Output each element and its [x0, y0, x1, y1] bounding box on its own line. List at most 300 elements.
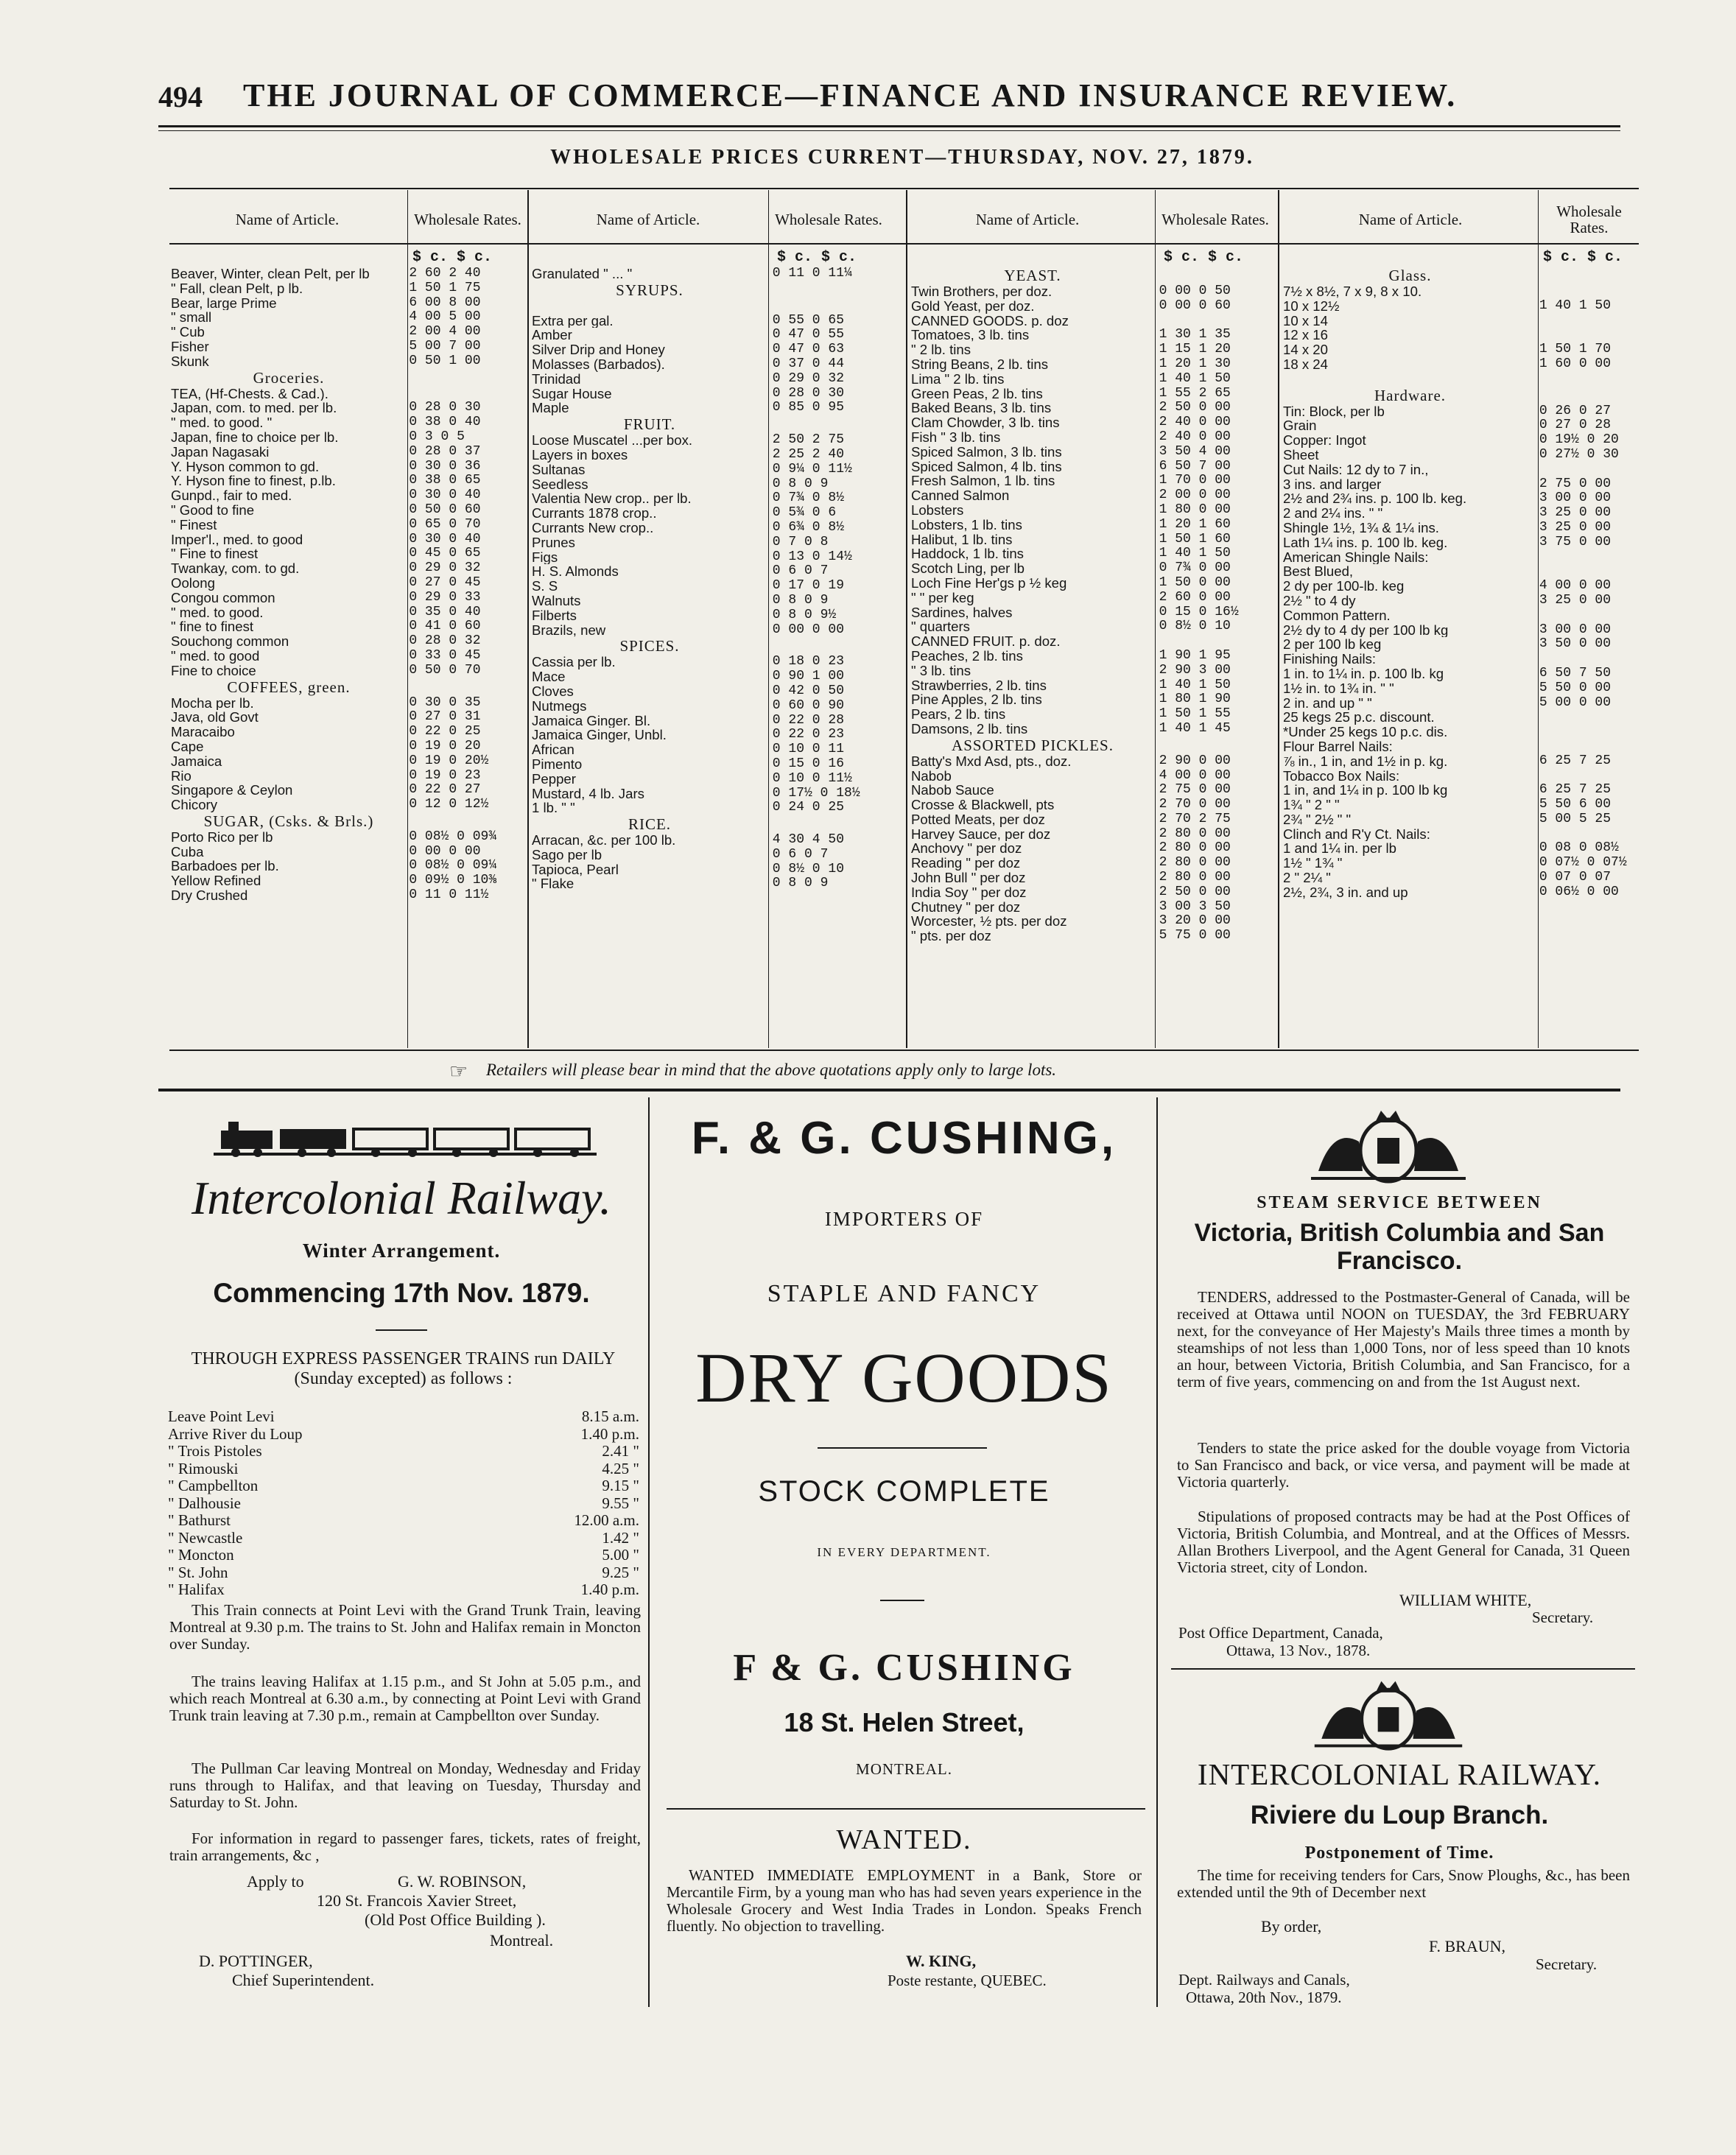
article-name: 18 x 24 [1283, 356, 1328, 372]
section-heading: SPICES. [619, 637, 680, 655]
article-name: Jamaica Ginger, Unbl. [532, 728, 667, 743]
wholesale-rate: 4 00 0 00 [1539, 579, 1612, 594]
table-row [532, 876, 904, 891]
col4-unit: $ c. $ c. [1543, 249, 1623, 266]
schedule-row [168, 1530, 639, 1547]
wholesale-rate [1532, 463, 1637, 477]
table-row [171, 845, 523, 859]
wholesale-rate: 1 40 1 50 [1159, 371, 1231, 386]
short-rule [880, 1600, 924, 1601]
table-row [911, 546, 1276, 561]
wholesale-rate: 1 30 1 35 [1159, 328, 1231, 342]
article-name: 2 dy per 100-lb. keg [1283, 579, 1405, 594]
wholesale-rate: 0 22 0 25 [409, 725, 481, 739]
article-name: Flour Barrel Nails: [1283, 739, 1393, 754]
article-name: Cape [171, 739, 204, 754]
table-row [1283, 812, 1637, 827]
article-name: Nabob Sauce [911, 783, 994, 798]
wholesale-rate: 0 19 0 20½ [409, 753, 489, 768]
article-name: Spiced Salmon, 3 lb. tins [911, 444, 1062, 460]
wholesale-rate: 2 75 0 00 [1159, 783, 1231, 798]
wholesale-rate: 0 7 0 8 [772, 535, 829, 549]
wholesale-rate: 0 07½ 0 07½ [1539, 856, 1627, 871]
table-row [911, 619, 1276, 634]
wholesale-rate: 2 70 2 75 [1159, 812, 1231, 826]
wholesale-rate: 0 07 0 07 [1539, 871, 1612, 885]
railway-para4: For information in regard to passenger fares, tickets, rates of freight, train arrangements, &c , [169, 1829, 641, 1864]
schedule-row [168, 1581, 639, 1599]
steam-signer-title: Secretary. [1532, 1609, 1594, 1626]
article-name: 10 x 14 [1283, 313, 1328, 328]
article-name: 1 in. to 1¼ in. p. 100 lb. kg [1283, 666, 1444, 681]
wholesale-rate: 5 50 0 00 [1539, 681, 1612, 695]
table-row [171, 873, 523, 888]
wanted-name: W. KING, [906, 1952, 977, 1970]
table-row [911, 605, 1276, 620]
wholesale-rate: 0 8½ 0 10 [1159, 619, 1231, 634]
wholesale-rate: 0 38 0 40 [409, 415, 481, 430]
table-row [1283, 798, 1637, 812]
riviere-signer: F. BRAUN, [1429, 1937, 1505, 1955]
cushing-name: F. & G. CUSHING, [691, 1113, 1117, 1164]
article-name: Imper'l., med. to good [171, 532, 303, 547]
schedule-row [168, 1426, 639, 1444]
table-row [1283, 535, 1637, 550]
table-row [171, 605, 523, 620]
header-rule-thin [158, 130, 1620, 131]
article-name: 2½, 2¾, 3 in. and up [1283, 885, 1408, 900]
wholesale-rate: 5 00 7 00 [409, 339, 481, 354]
wholesale-rate: 0 33 0 45 [409, 648, 481, 663]
table-row [911, 722, 1276, 737]
wholesale-rate: 1 50 0 00 [1159, 575, 1231, 590]
article-name: " Fine to finest [171, 546, 259, 562]
wholesale-rate: 1 20 1 60 [1159, 517, 1231, 532]
table-row [532, 535, 904, 550]
article-name: Gold Yeast, per doz. [911, 298, 1035, 314]
wholesale-rate: 0 27½ 0 30 [1539, 447, 1619, 462]
article-name: 1¾ " 2 " " [1283, 798, 1340, 812]
article-name: Bear, large Prime [171, 295, 277, 311]
wholesale-rate: 2 50 0 00 [1159, 885, 1231, 899]
wholesale-rate: 0 29 0 33 [409, 590, 481, 605]
schedule-station: " Dalhousie [168, 1494, 241, 1512]
table-bottom-rule [169, 1050, 1639, 1051]
wholesale-rate: 0 08½ 0 09¼ [409, 859, 497, 873]
railway-title: Intercolonial Railway. [191, 1172, 611, 1224]
wholesale-rate: 3 75 0 00 [1539, 535, 1612, 549]
article-name: 7½ x 8½, 7 x 9, 8 x 10. [1283, 284, 1422, 299]
table-row [911, 885, 1276, 900]
journal-title: THE JOURNAL OF COMMERCE—FINANCE AND INSURANCE REVIEW. [243, 77, 1458, 113]
table-row [1283, 594, 1637, 608]
article-name: " fine to finest [171, 619, 254, 635]
article-name: Loose Muscatel ...per box. [532, 433, 693, 448]
wholesale-rate: 0 6 0 7 [772, 847, 829, 862]
wholesale-rate: 0 11 0 11¼ [772, 267, 852, 281]
table-row [911, 460, 1276, 474]
wholesale-rate [1532, 608, 1637, 623]
article-name: 10 x 12½ [1283, 298, 1340, 314]
railway-subtitle: Winter Arrangement. [302, 1240, 501, 1262]
table-row [171, 546, 523, 561]
wholesale-rate: 0 3 0 5 [409, 429, 465, 444]
wholesale-rate: 0 11 0 11½ [409, 888, 489, 903]
wholesale-rate: 0 22 0 23 [772, 728, 845, 742]
table-row [1283, 623, 1637, 638]
article-name: ⅞ in., 1 in, and 1½ in p. kg. [1283, 753, 1448, 769]
table-row [911, 707, 1276, 722]
wholesale-rate: 0 27 0 45 [409, 575, 481, 590]
table-row [1283, 550, 1637, 565]
table-row [532, 299, 904, 314]
table-row [171, 445, 523, 460]
article-name: African [532, 742, 574, 757]
article-name: 1 and 1¼ in. per lb [1283, 841, 1397, 857]
railway-intro: THROUGH EXPRESS PASSENGER TRAINS run DAILY (Sunday excepted) as follows : [191, 1349, 616, 1388]
article-name: Finishing Nails: [1283, 652, 1377, 667]
article-name: 2 and 2¼ ins. " " [1283, 506, 1383, 521]
wholesale-rate [1532, 314, 1637, 328]
article-name: Halibut, 1 lb. tins [911, 532, 1013, 547]
article-name: Molasses (Barbados). [532, 356, 665, 372]
table-row [532, 579, 904, 594]
riviere-date: Ottawa, 20th Nov., 1879. [1186, 1989, 1342, 2006]
article-name: Filberts [532, 608, 577, 623]
article-name: Clam Chowder, 3 lb. tins [911, 415, 1060, 430]
wholesale-rate: 0 29 0 32 [772, 371, 845, 386]
article-name: Chutney " per doz [911, 899, 1021, 915]
wholesale-rate: 5 00 5 25 [1539, 812, 1612, 826]
schedule-row [168, 1564, 639, 1582]
wholesale-rate: 0 30 0 36 [409, 459, 481, 474]
table-row [911, 284, 1276, 299]
table-row [171, 310, 523, 325]
wholesale-rate: 1 50 1 70 [1539, 342, 1612, 357]
table-row [532, 655, 904, 669]
article-name: Japan Nagasaki [171, 444, 270, 460]
article-name: Mace [532, 669, 566, 684]
prices-title: WHOLESALE PRICES CURRENT—THURSDAY, NOV. 27, 1879. [550, 146, 1254, 169]
article-name: 25 kegs 25 p.c. discount. [1283, 710, 1435, 725]
price-column-2 [532, 267, 904, 891]
article-name: Nabob [911, 768, 952, 784]
article-name: Shingle 1½, 1¾ & 1¼ ins. [1283, 520, 1439, 535]
schedule-time: 9.55 " [602, 1494, 639, 1512]
section-heading: Glass. [1388, 267, 1432, 284]
schedule-time: 2.41 " [602, 1442, 639, 1460]
wholesale-rate: 0 8 0 9 [772, 876, 829, 891]
table-row [1283, 477, 1637, 492]
article-name: " 3 lb. tins [911, 663, 971, 678]
section-heading: SUGAR, (Csks. & Brls.) [203, 812, 374, 830]
table-row [171, 859, 523, 873]
wholesale-rate [1532, 725, 1637, 739]
table-row [171, 281, 523, 296]
table-row [911, 591, 1276, 605]
wholesale-rate: 0 6¾ 0 8½ [772, 520, 845, 535]
article-name: 2 in. and up " " [1283, 695, 1372, 711]
article-name: Clinch and R'y Ct. Nails: [1283, 826, 1430, 842]
article-name: Amber [532, 328, 572, 343]
article-name: Beaver, Winter, clean Pelt, per lb [171, 267, 370, 281]
table-row [1283, 871, 1637, 885]
table-row [1283, 608, 1637, 623]
article-name: Y. Hyson common to gd. [171, 459, 320, 474]
schedule-time: 9.25 " [602, 1563, 639, 1581]
table-row [1283, 372, 1637, 387]
cushing-city: MONTREAL. [856, 1760, 952, 1778]
steam-title: Victoria, British Columbia and San Francisco. [1194, 1219, 1605, 1275]
table-row [532, 491, 904, 506]
article-name: Fresh Salmon, 1 lb. tins [911, 474, 1055, 489]
schedule-time: 12.00 a.m. [574, 1511, 639, 1529]
article-name: " Fall, clean Pelt, p lb. [171, 281, 303, 296]
wholesale-rate: 0 50 0 60 [409, 502, 481, 517]
article-name: String Beans, 2 lb. tins [911, 356, 1049, 372]
article-name: 2 " 2¼ " [1283, 871, 1331, 885]
wholesale-rate: 1 50 1 75 [409, 281, 481, 295]
header-rule [158, 125, 1620, 127]
wholesale-rate: 0 35 0 40 [409, 605, 481, 619]
table-row [171, 576, 523, 591]
table-row [532, 757, 904, 772]
col2-unit: $ c. $ c. [777, 249, 857, 266]
wholesale-rate: 0 10 0 11½ [772, 771, 852, 786]
table-row [1283, 521, 1637, 535]
wholesale-rate: 6 00 8 00 [409, 295, 481, 310]
table-row [1283, 885, 1637, 900]
riviere-subtitle: Riviere du Loup Branch. [1250, 1801, 1549, 1829]
wholesale-rate: 3 50 4 00 [1159, 444, 1231, 459]
table-row [171, 460, 523, 474]
article-name: Fish " 3 lb. tins [911, 429, 1001, 445]
table-row [1283, 314, 1637, 328]
cushing-stock: STOCK COMPLETE [758, 1475, 1050, 1508]
railway-para3: The Pullman Car leaving Montreal on Monday, Wednesday and Friday runs through to Halifax, and that leaving on Tuesday, Thursday and Saturday to St. John. [169, 1759, 641, 1811]
wholesale-rate: 5 75 0 00 [1159, 929, 1231, 943]
wholesale-rate: 5 00 0 00 [1539, 695, 1612, 710]
article-name: Maracaibo [171, 725, 235, 739]
wholesale-rate: 2 40 0 00 [1159, 415, 1231, 430]
schedule-station: " Bathurst [168, 1511, 231, 1529]
table-row [911, 387, 1276, 401]
wholesale-rate: 2 90 3 00 [1159, 663, 1231, 678]
article-name: Java, old Govt [171, 710, 259, 725]
table-row [911, 518, 1276, 532]
article-name: Harvey Sauce, per doz [911, 826, 1051, 842]
table-row [1283, 463, 1637, 477]
wholesale-rate: 6 50 7 00 [1159, 459, 1231, 474]
table-row [171, 340, 523, 354]
table-row [911, 342, 1276, 357]
article-name: Brazils, new [532, 622, 606, 638]
article-name: Twankay, com. to gd. [171, 561, 300, 576]
wholesale-rate: 6 25 7 25 [1539, 753, 1612, 768]
wholesale-rate: 0 08½ 0 09¾ [409, 829, 497, 844]
wholesale-rate: 0 8 0 9 [772, 593, 829, 608]
article-name: 1½ " 1¾ " [1283, 856, 1343, 871]
article-name: Worcester, ½ pts. per doz [911, 914, 1067, 929]
article-name: Sultanas [532, 462, 586, 477]
table-row [911, 871, 1276, 885]
article-name: Sugar House [532, 386, 612, 401]
article-name: John Bull " per doz [911, 871, 1026, 885]
table-row [911, 561, 1276, 576]
railway-signer: D. POTTINGER, [199, 1952, 313, 1970]
table-row [911, 900, 1276, 915]
article-name: Tin: Block, per lb [1283, 404, 1385, 419]
wholesale-rate: 0 19 0 20 [409, 739, 481, 753]
article-name: Strawberries, 2 lb. tins [911, 678, 1047, 693]
schedule-row [168, 1512, 639, 1530]
wholesale-rate: 0 15 0 16½ [1159, 605, 1239, 619]
railway-agent: G. W. ROBINSON, [398, 1872, 527, 1891]
table-row [911, 929, 1276, 943]
article-name: Pine Apples, 2 lb. tins [911, 692, 1042, 708]
wholesale-rate: 4 00 5 00 [409, 310, 481, 325]
article-name: " Cub [171, 325, 205, 340]
table-row [911, 692, 1276, 707]
article-name: Damsons, 2 lb. tins [911, 721, 1028, 737]
col1-rate-header: Wholesale Rates. [414, 211, 521, 228]
table-row [1283, 448, 1637, 463]
table-row [171, 725, 523, 739]
table-row [532, 623, 904, 638]
table-row [171, 518, 523, 532]
table-row [911, 649, 1276, 664]
article-name: Chicory [171, 798, 218, 812]
section-heading: RICE. [628, 815, 672, 834]
table-row [911, 445, 1276, 460]
article-name: " pts. per doz [911, 929, 991, 944]
table-row [911, 314, 1276, 328]
section-heading: Hardware. [1374, 386, 1447, 404]
article-name: Pimento [532, 756, 583, 772]
wholesale-rate: 0 41 0 60 [409, 619, 481, 634]
table-row [1283, 710, 1637, 725]
wholesale-rate: 0 50 1 00 [409, 354, 481, 368]
article-name: 12 x 16 [1283, 328, 1328, 343]
table-row [171, 503, 523, 518]
ad-separator [667, 1808, 1145, 1810]
article-name: Lobsters [911, 502, 964, 518]
wholesale-rate: 1 80 0 00 [1159, 502, 1231, 517]
table-row [911, 430, 1276, 445]
wholesale-rate: 0 50 0 70 [409, 663, 481, 678]
table-row [532, 772, 904, 787]
table-row [1283, 769, 1637, 784]
steam-para1: TENDERS, addressed to the Postmaster-General of Canada, will be received at Ottawa until NOON on TUESDAY, the 3rd FEBRUARY next, for the conveyance of Her Majesty's Mails three times a month by steamships of not less than 1,000 Tons, nor of less speed than 10 knots an hour, between Victoria, British Columbia, and San Francisco, for a term of five years, commencing on and from the 1st August next. [1177, 1288, 1630, 1391]
table-row [1283, 342, 1637, 357]
table-row [532, 699, 904, 714]
wholesale-rate [1532, 550, 1637, 565]
article-name: *Under 25 kegs 10 p.c. dis. [1283, 725, 1448, 739]
article-name: Granulated " ... " [532, 267, 633, 281]
riviere-title: INTERCOLONIAL RAILWAY. [1197, 1757, 1602, 1791]
wholesale-rate: 0 27 0 31 [409, 710, 481, 725]
price-column-3 [911, 267, 1276, 943]
table-row [1283, 856, 1637, 871]
article-name: Rio [171, 768, 191, 784]
wholesale-rate: 2 00 0 00 [1159, 488, 1231, 503]
schedule-station: " Rimouski [168, 1459, 239, 1477]
table-row [532, 833, 904, 848]
schedule-row [168, 1443, 639, 1460]
wholesale-rate: 0 65 0 70 [409, 517, 481, 532]
wholesale-rate [1532, 328, 1637, 342]
article-name: Jamaica Ginger. Bl. [532, 713, 651, 728]
table-row [171, 415, 523, 430]
riviere-signer-title: Secretary. [1536, 1955, 1598, 1973]
wholesale-rate: 2 40 0 00 [1159, 429, 1231, 444]
table-row [171, 769, 523, 784]
cushing-name2: F & G. CUSHING [733, 1647, 1075, 1689]
wholesale-rate: 0 55 0 65 [772, 313, 845, 328]
table-row [911, 474, 1276, 488]
table-row [911, 754, 1276, 769]
table-row [1283, 404, 1637, 419]
wholesale-rate: 6 50 7 50 [1539, 666, 1612, 681]
schedule-station: " Moncton [168, 1546, 234, 1564]
article-name: Trinidad [532, 371, 581, 387]
article-name: Y. Hyson fine to finest, p.lb. [171, 474, 336, 489]
article-name [532, 299, 765, 314]
table-row [1283, 841, 1637, 856]
table-row [171, 830, 523, 845]
wholesale-rate [401, 387, 523, 401]
wholesale-rate: 0 19½ 0 20 [1539, 433, 1619, 448]
table-row [171, 591, 523, 605]
wanted-text: WANTED IMMEDIATE EMPLOYMENT in a Bank, Store or Mercantile Firm, by a young man who has had seven years experience in the Wholesale Grocery and West India Trades in London. Speaks French fluently. No objection to travelling. [667, 1866, 1142, 1935]
royal-crest-icon [1304, 1105, 1473, 1186]
wholesale-rate: 0 90 1 00 [772, 669, 845, 684]
table-row [532, 342, 904, 357]
wholesale-rate: 0 30 0 35 [409, 695, 481, 710]
wholesale-rate: 0 5¾ 0 6 [772, 506, 837, 521]
article-name: Fisher [171, 339, 209, 354]
train-icon [214, 1116, 597, 1160]
table-row [1283, 725, 1637, 739]
wholesale-rate: 2 75 0 00 [1539, 477, 1612, 491]
wholesale-rate: 0 47 0 63 [772, 342, 845, 357]
article-name: Green Peas, 2 lb. tins [911, 386, 1043, 401]
royal-crest-icon-2 [1304, 1676, 1473, 1753]
article-name: Tapioca, Pearl [532, 862, 619, 877]
article-name: Lath 1¼ ins. p. 100 lb. keg. [1283, 535, 1448, 550]
article-name: S. S [532, 579, 558, 594]
article-name: Anchovy " per doz [911, 841, 1022, 857]
table-row [1283, 357, 1637, 372]
article-name: Spiced Salmon, 4 lb. tins [911, 459, 1062, 474]
article-name: Seedless [532, 477, 588, 492]
wholesale-rate: 0 10 0 11 [772, 742, 845, 757]
table-row [532, 728, 904, 742]
wholesale-rate: 2 80 0 00 [1159, 826, 1231, 841]
article-name: Pepper [532, 771, 576, 787]
article-name: Singapore & Ceylon [171, 783, 293, 798]
schedule-station: " Campbellton [168, 1477, 259, 1494]
ad-separator [1171, 1668, 1635, 1670]
table-row [1283, 696, 1637, 711]
table-row [1283, 579, 1637, 594]
wholesale-rate: 0 85 0 95 [772, 401, 845, 415]
wholesale-rate [765, 299, 904, 314]
table-row [532, 521, 904, 535]
wholesale-rate: 3 25 0 00 [1539, 593, 1612, 608]
article-name: Grain [1283, 418, 1317, 434]
wholesale-rate: 0 26 0 27 [1539, 404, 1612, 418]
